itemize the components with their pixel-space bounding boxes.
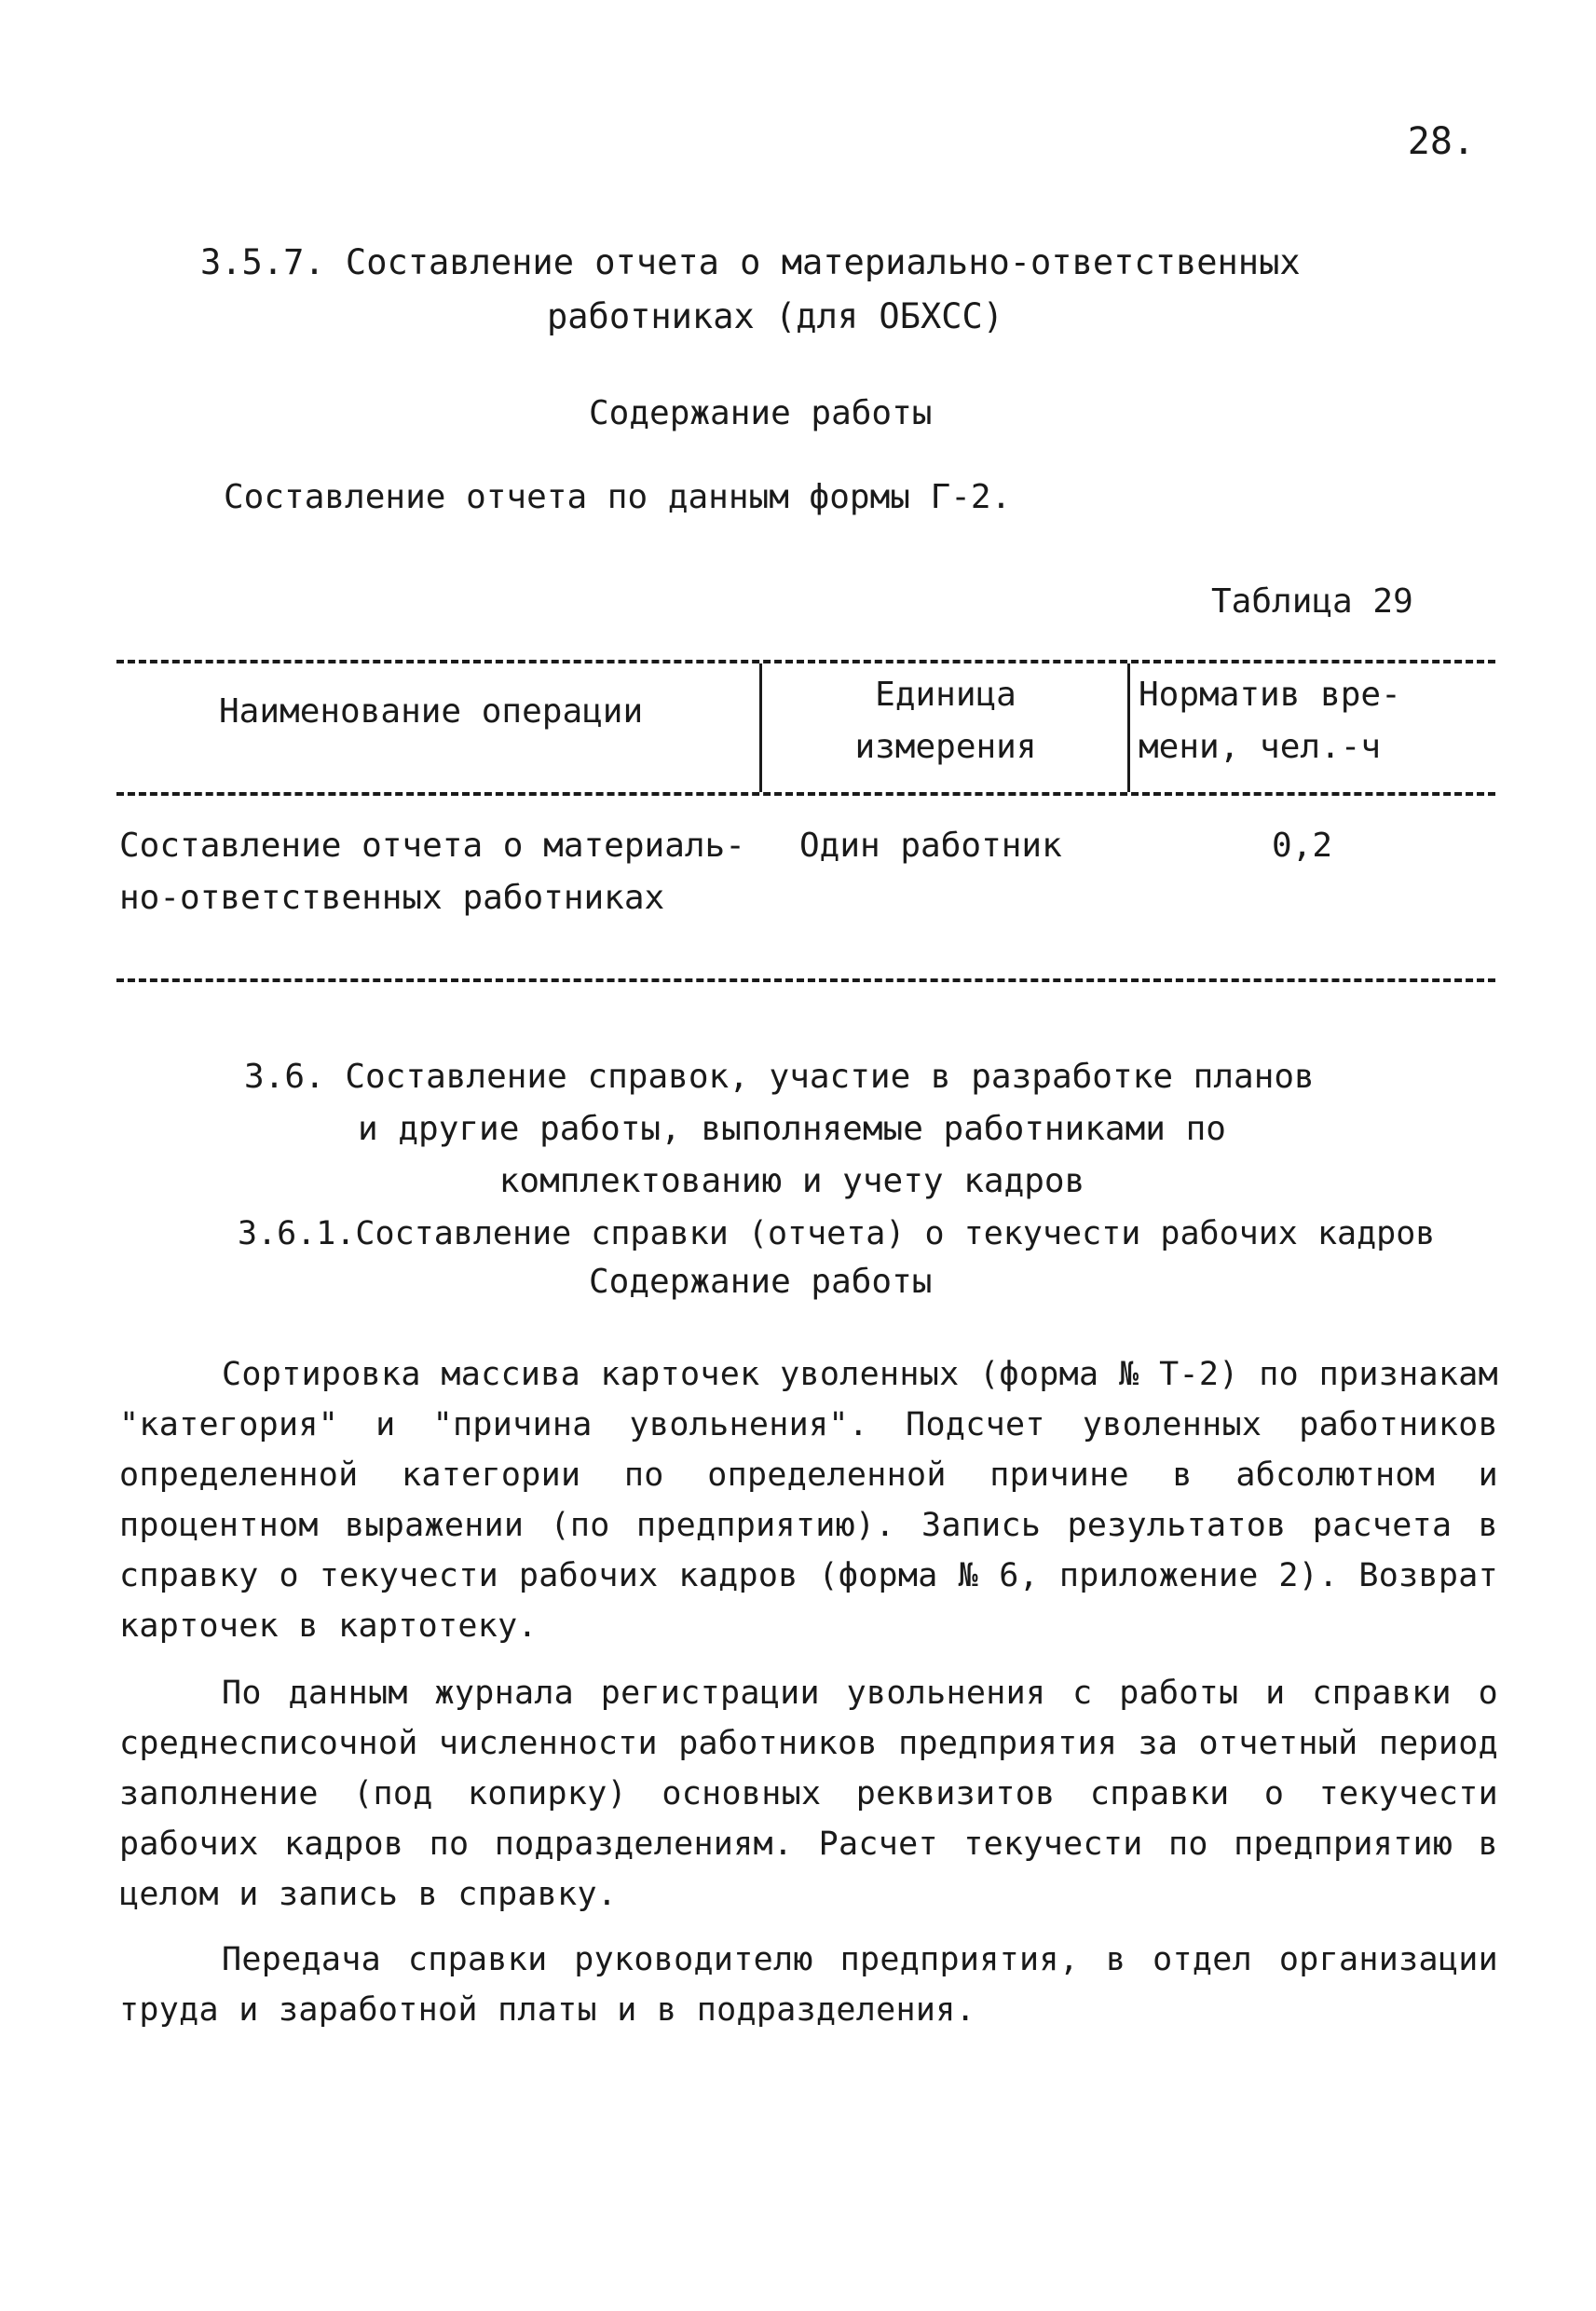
section-title-continued: и другие работы, выполняемые работниками по (358, 1110, 1226, 1148)
content-heading: Содержание работы (589, 394, 933, 432)
table-header-norm: Норматив вре- (1139, 676, 1401, 714)
table-header-unit: измерения (854, 728, 1037, 766)
table-bottom-rule (116, 978, 1495, 982)
table-cell-operation: но-ответственных работниках (119, 879, 665, 917)
table-header-unit: Единица (875, 676, 1016, 714)
table-column-divider (1127, 663, 1130, 792)
table-caption: Таблица 29 (1211, 582, 1413, 621)
section-title: 3.6. Составление справок, участие в разработке планов (244, 1058, 1315, 1096)
section-title-continued: комплектованию и учету кадров (498, 1162, 1085, 1200)
section-title-continued: работниках (для ОБХСС) (547, 296, 1004, 336)
table-header-rule (116, 792, 1495, 796)
subsection-title: 3.6.1.Составление справки (отчета) о текучести рабочих кадров (238, 1215, 1436, 1252)
table-cell-unit: Один работник (799, 827, 1062, 865)
body-paragraph: По данным журнала регистрации увольнения с работы и справки о среднесписочной численности работников предприятия за отчетный период заполнение (под копирку) основных реквизитов справки о текучести рабочих кадров по подразделениям. Расчет текучести по предприятию в целом и запись в справку. (119, 1675, 1498, 1913)
section-title: 3.5.7. Составление отчета о материально-ответственных (200, 242, 1301, 282)
table-cell-norm: 0,2 (1272, 827, 1333, 865)
table-column-divider (759, 663, 762, 792)
page-number: 28. (1407, 120, 1475, 163)
table-cell-operation: Составление отчета о материаль- (119, 827, 745, 865)
table-header-norm: мени, чел.-ч (1139, 728, 1382, 766)
content-text: Составление отчета по данным формы Г-2. (224, 478, 1012, 516)
body-paragraph: Передача справки руководителю предприятия, в отдел организации труда и заработной платы и в подразделения. (119, 1941, 1498, 2029)
table-top-rule (116, 660, 1495, 663)
content-heading: Содержание работы (589, 1263, 933, 1301)
body-paragraph: Сортировка массива карточек уволенных (форма № Т-2) по признакам "категория" и "причина увольнения". Подсчет уволенных работников определенной категории по определенной причине в абсолютном и процентном выражении (по предприятию). Запись результатов расчета в справку о текучести рабочих кадров (форма № 6, приложение 2). Возврат карточек в картотеку. (119, 1356, 1498, 1645)
table-header-operation: Наименование операции (219, 692, 644, 731)
